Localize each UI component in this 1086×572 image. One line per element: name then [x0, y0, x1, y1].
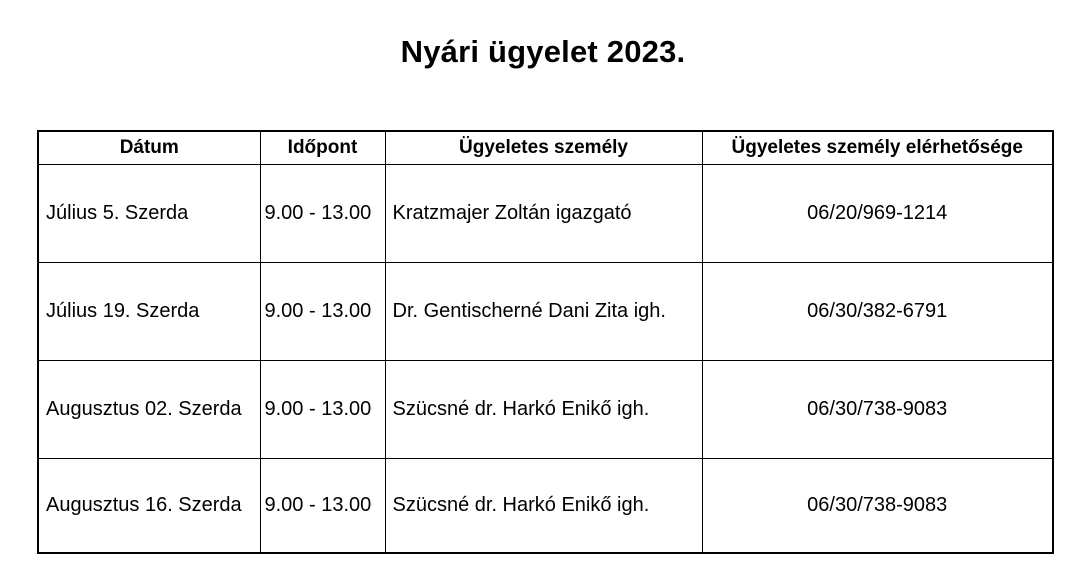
- cell-szemely: Szücsné dr. Harkó Enikő igh.: [385, 360, 702, 458]
- column-header-idopont: Időpont: [260, 131, 385, 164]
- cell-idopont: 9.00 - 13.00: [260, 458, 385, 553]
- cell-szemely: Dr. Gentischerné Dani Zita igh.: [385, 262, 702, 360]
- table-row: [38, 360, 1053, 458]
- column-header-elerhetoseg: Ügyeletes személy elérhetősége: [702, 131, 1053, 164]
- duty-schedule-table: [37, 130, 1054, 554]
- cell-elerhetoseg: 06/30/738-9083: [702, 360, 1053, 458]
- cell-datum: Július 19. Szerda: [38, 262, 260, 360]
- cell-szemely: Szücsné dr. Harkó Enikő igh.: [385, 458, 702, 553]
- cell-datum: Augusztus 02. Szerda: [38, 360, 260, 458]
- column-header-szemely: Ügyeletes személy: [385, 131, 702, 164]
- cell-datum: Július 5. Szerda: [38, 164, 260, 262]
- cell-idopont: 9.00 - 13.00: [260, 262, 385, 360]
- table-row: [38, 458, 1053, 553]
- cell-datum: Augusztus 16. Szerda: [38, 458, 260, 553]
- table-header-row: [38, 131, 1053, 164]
- table-row: [38, 164, 1053, 262]
- cell-idopont: 9.00 - 13.00: [260, 360, 385, 458]
- page-title: Nyári ügyelet 2023.: [400, 34, 686, 69]
- cell-elerhetoseg: 06/30/738-9083: [702, 458, 1053, 553]
- column-header-datum: Dátum: [38, 131, 260, 164]
- cell-elerhetoseg: 06/30/382-6791: [702, 262, 1053, 360]
- cell-szemely: Kratzmajer Zoltán igazgató: [385, 164, 702, 262]
- cell-idopont: 9.00 - 13.00: [260, 164, 385, 262]
- cell-elerhetoseg: 06/20/969-1214: [702, 164, 1053, 262]
- table-row: [38, 262, 1053, 360]
